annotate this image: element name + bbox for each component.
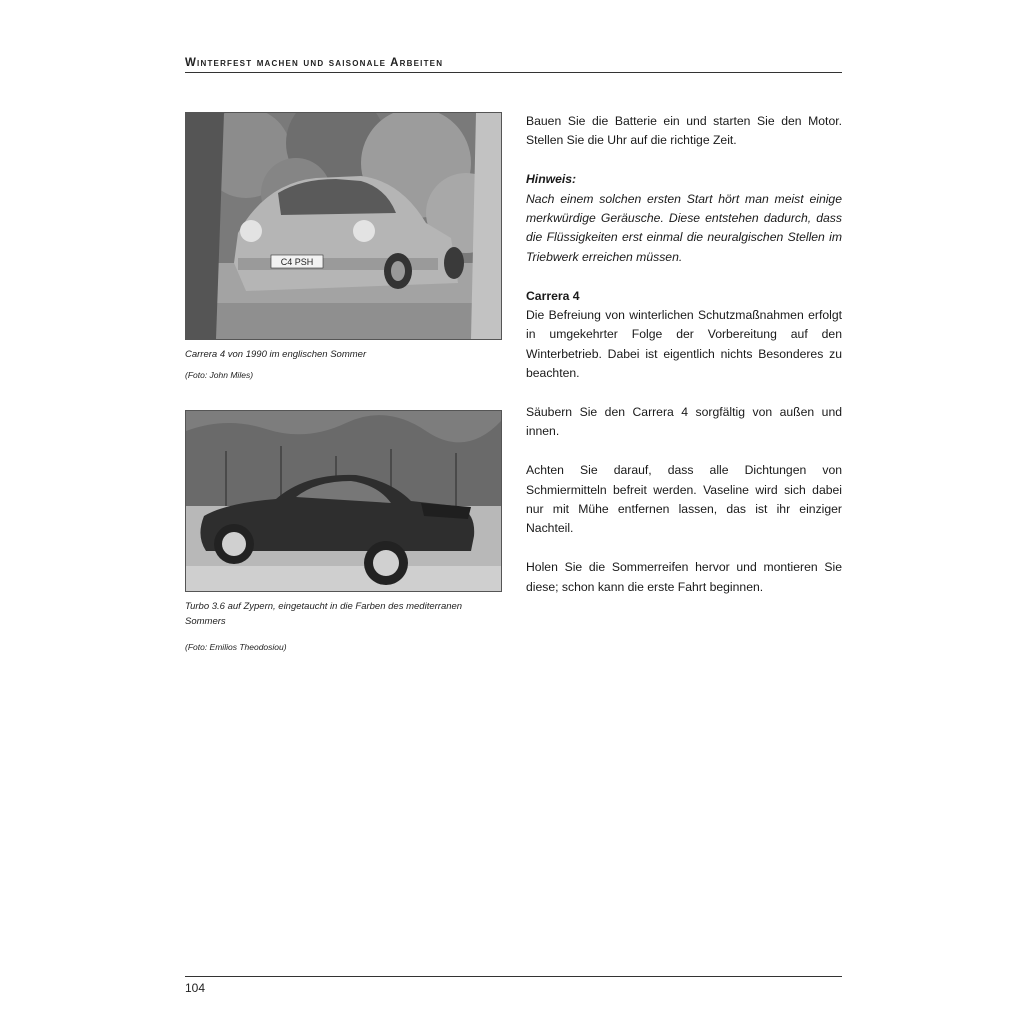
chapter-title: Winterfest machen und saisonale Arbeiten [185, 57, 444, 69]
figure2-caption: Turbo 3.6 auf Zypern, eingetaucht in die Farben des mediterranen Sommers [185, 601, 463, 627]
paragraph: Holen Sie die Sommerreifen hervor und montieren Sie diese; schon kann die erste Fahrt beginnen. [526, 560, 842, 594]
section-text: Die Befreiung von winterlichen Schutzmaßnahmen erfolgt in umgekehrter Folge der Vorbereitung auf den Winterbetrieb. Dabei ist eigentlich nichts Besonderes zu beachten. [526, 308, 842, 381]
section-block [526, 287, 842, 384]
paragraph: Säubern Sie den Carrera 4 sorgfältig von außen und innen. [526, 405, 842, 439]
figure2-credit: (Foto: Emilios Theodosiou) [185, 642, 287, 652]
paragraph: Bauen Sie die Batterie ein und starten Sie den Motor. Stellen Sie die Uhr auf die richtige Zeit. [526, 114, 842, 148]
note-text: Nach einem solchen ersten Start hört man meist einige merkwürdige Geräusche. Diese entstehen dadurch, dass die Flüssigkeiten erst einmal die neuralgischen Stellen im Triebwerk erreichen müssen. [526, 191, 842, 264]
page-number: 104 [185, 981, 206, 995]
section-heading: Carrera 4 [526, 288, 580, 303]
running-header [185, 53, 842, 73]
figure1-caption: Carrera 4 von 1990 im englischen Sommer [185, 349, 367, 360]
carrera4-photo [185, 112, 502, 340]
license-plate: C4 PSH [280, 257, 314, 267]
figure1-credit: (Foto: John Miles) [185, 370, 254, 380]
paragraph: Achten Sie darauf, dass alle Dichtungen von Schmiermitteln befreit werden. Vaseline wird sich dabei nur mit Mühe entfernen lassen, das ist ihr einziger Nachteil. [526, 463, 842, 536]
note-block [526, 170, 842, 267]
footer-rule [185, 976, 842, 977]
note-heading: Hinweis: [526, 172, 577, 187]
body-text [526, 112, 842, 616]
turbo36-photo [185, 410, 502, 592]
